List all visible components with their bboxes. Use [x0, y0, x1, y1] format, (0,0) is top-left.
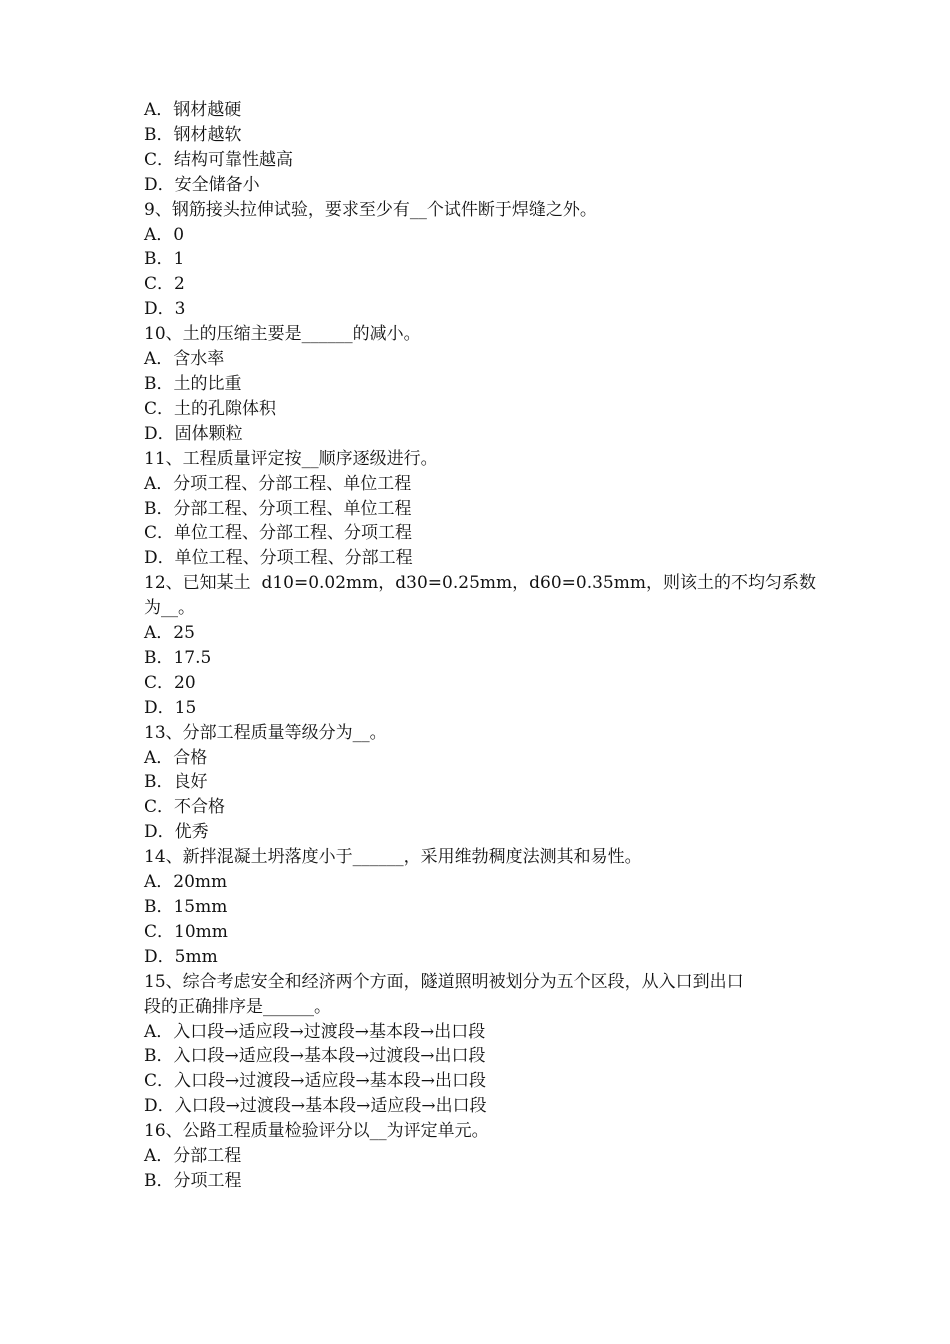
option-line: A．分部工程 [144, 1146, 242, 1167]
question-9: 9、钢筋接头拉伸试验，要求至少有__个试件断于焊缝之外。 [144, 199, 597, 220]
option-line: B．分项工程 [144, 1170, 242, 1191]
option-line: B．1 [144, 249, 185, 270]
option-line: B．入口段→适应段→基本段→过渡段→出口段 [144, 1046, 486, 1067]
question-12-continued: 为__。 [144, 598, 195, 619]
option-line: D．优秀 [144, 822, 209, 843]
option-line: D．固体颗粒 [144, 423, 243, 444]
option-line: B．钢材越软 [144, 124, 242, 145]
option-line: A．25 [144, 623, 195, 644]
option-line: C．单位工程、分部工程、分项工程 [144, 523, 413, 544]
option-line: A．合格 [144, 747, 208, 768]
option-line: B．15mm [144, 897, 228, 917]
question-15-continued: 段的正确排序是______。 [144, 996, 331, 1017]
document-page [144, 98, 816, 1194]
option-line: D．5mm [144, 946, 218, 967]
option-line: C．土的孔隙体积 [144, 398, 277, 419]
option-line: A．分项工程、分部工程、单位工程 [144, 473, 412, 494]
option-line: B．土的比重 [144, 373, 242, 394]
option-line: D．单位工程、分项工程、分部工程 [144, 548, 413, 569]
option-line: A．20mm [144, 872, 228, 893]
question-14: 14、新拌混凝土坍落度小于______，采用维勃稠度法测其和易性。 [144, 847, 642, 868]
question-12: 12、已知某土 d10=0.02mm，d30=0.25mm，d60=0.35mm，则该土的不均匀系数 [144, 573, 816, 594]
question-16: 16、公路工程质量检验评分以__为评定单元。 [144, 1121, 489, 1142]
option-line: B．17.5 [144, 647, 212, 668]
option-line: A．钢材越硬 [144, 100, 242, 120]
option-line: B．良好 [144, 772, 208, 793]
option-line: D．安全储备小 [144, 174, 260, 195]
option-line: C．结构可靠性越高 [144, 149, 294, 170]
option-line: C．不合格 [144, 797, 226, 818]
question-10: 10、土的压缩主要是______的减小。 [144, 324, 421, 345]
option-line: D．3 [144, 299, 186, 320]
option-line: A．含水率 [144, 349, 225, 370]
question-15: 15、综合考虑安全和经济两个方面，隧道照明被划分为五个区段，从入口到出口 [144, 971, 744, 992]
option-line: C．2 [144, 274, 185, 295]
option-line: C．入口段→过渡段→适应段→基本段→出口段 [144, 1071, 486, 1092]
option-line: C．20 [144, 672, 196, 693]
option-line: B．分部工程、分项工程、单位工程 [144, 498, 412, 519]
option-line: D．15 [144, 697, 197, 718]
question-13: 13、分部工程质量等级分为__。 [144, 722, 387, 743]
option-line: A．入口段→适应段→过渡段→基本段→出口段 [144, 1021, 486, 1042]
option-line: D．入口段→过渡段→基本段→适应段→出口段 [144, 1096, 487, 1117]
question-11: 11、工程质量评定按__顺序逐级进行。 [144, 448, 438, 469]
option-line: C．10mm [144, 921, 228, 942]
option-line: A．0 [144, 224, 185, 245]
